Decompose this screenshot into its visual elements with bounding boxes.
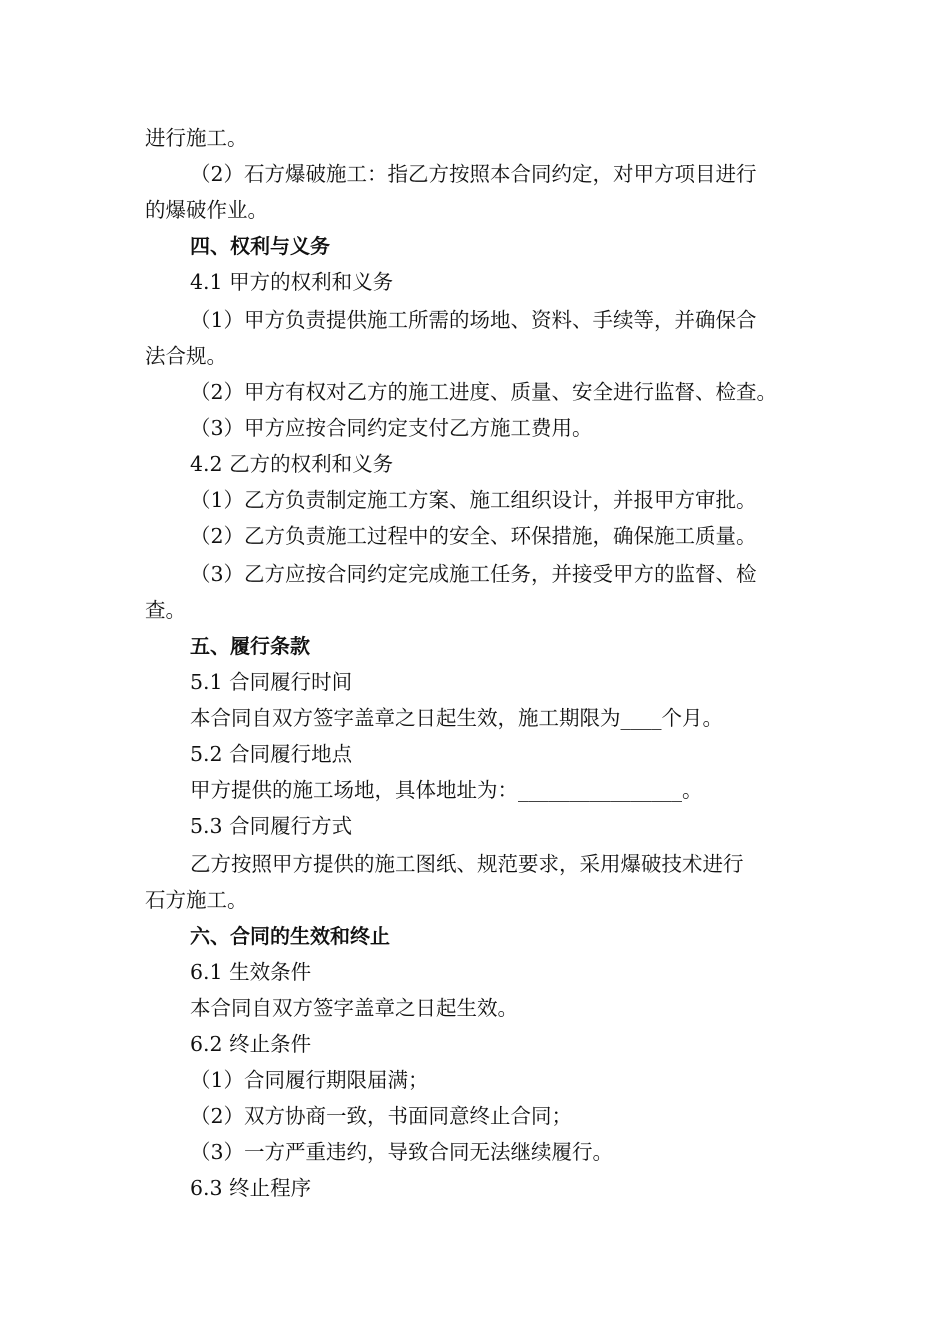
section-heading: 四、权利与义务 <box>190 234 330 258</box>
body-text: 本合同自双方签字盖章之日起生效。 <box>190 996 518 1020</box>
paragraph-continuation: 法合规。 <box>145 344 227 368</box>
clause-item: （2）双方协商一致，书面同意终止合同； <box>190 1104 573 1128</box>
body-text: 乙方按照甲方提供的施工图纸、规范要求，采用爆破技术进行 <box>190 852 744 876</box>
paragraph-continuation: 石方施工。 <box>145 888 248 912</box>
clause-item: （2）石方爆破施工：指乙方按照本合同约定，对甲方项目进行 <box>190 162 757 186</box>
clause-item: （2）甲方有权对乙方的施工进度、质量、安全进行监督、检查。 <box>190 380 778 404</box>
section-heading: 五、履行条款 <box>190 634 310 658</box>
clause-item: （3）甲方应按合同约定支付乙方施工费用。 <box>190 416 593 440</box>
subsection-heading: 4.2 乙方的权利和义务 <box>190 452 394 476</box>
body-text: 本合同自双方签字盖章之日起生效，施工期限为____个月。 <box>190 706 723 730</box>
body-text: 甲方提供的施工场地，具体地址为：________________。 <box>190 778 703 802</box>
subsection-heading: 5.1 合同履行时间 <box>190 670 353 694</box>
paragraph-continuation: 进行施工。 <box>145 126 248 150</box>
section-heading: 六、合同的生效和终止 <box>190 924 390 948</box>
clause-item: （3）乙方应按合同约定完成施工任务，并接受甲方的监督、检 <box>190 562 757 586</box>
subsection-heading: 6.3 终止程序 <box>190 1176 312 1200</box>
clause-item: （2）乙方负责施工过程中的安全、环保措施，确保施工质量。 <box>190 524 757 548</box>
paragraph-continuation: 的爆破作业。 <box>145 198 268 222</box>
clause-item: （1）合同履行期限届满； <box>190 1068 429 1092</box>
subsection-heading: 5.3 合同履行方式 <box>190 814 353 838</box>
clause-item: （1）甲方负责提供施工所需的场地、资料、手续等，并确保合 <box>190 308 757 332</box>
subsection-heading: 5.2 合同履行地点 <box>190 742 353 766</box>
clause-item: （1）乙方负责制定施工方案、施工组织设计，并报甲方审批。 <box>190 488 757 512</box>
clause-item: （3）一方严重违约，导致合同无法继续履行。 <box>190 1140 614 1164</box>
subsection-heading: 6.2 终止条件 <box>190 1032 312 1056</box>
paragraph-continuation: 查。 <box>145 598 186 622</box>
subsection-heading: 4.1 甲方的权利和义务 <box>190 270 394 294</box>
subsection-heading: 6.1 生效条件 <box>190 960 312 984</box>
